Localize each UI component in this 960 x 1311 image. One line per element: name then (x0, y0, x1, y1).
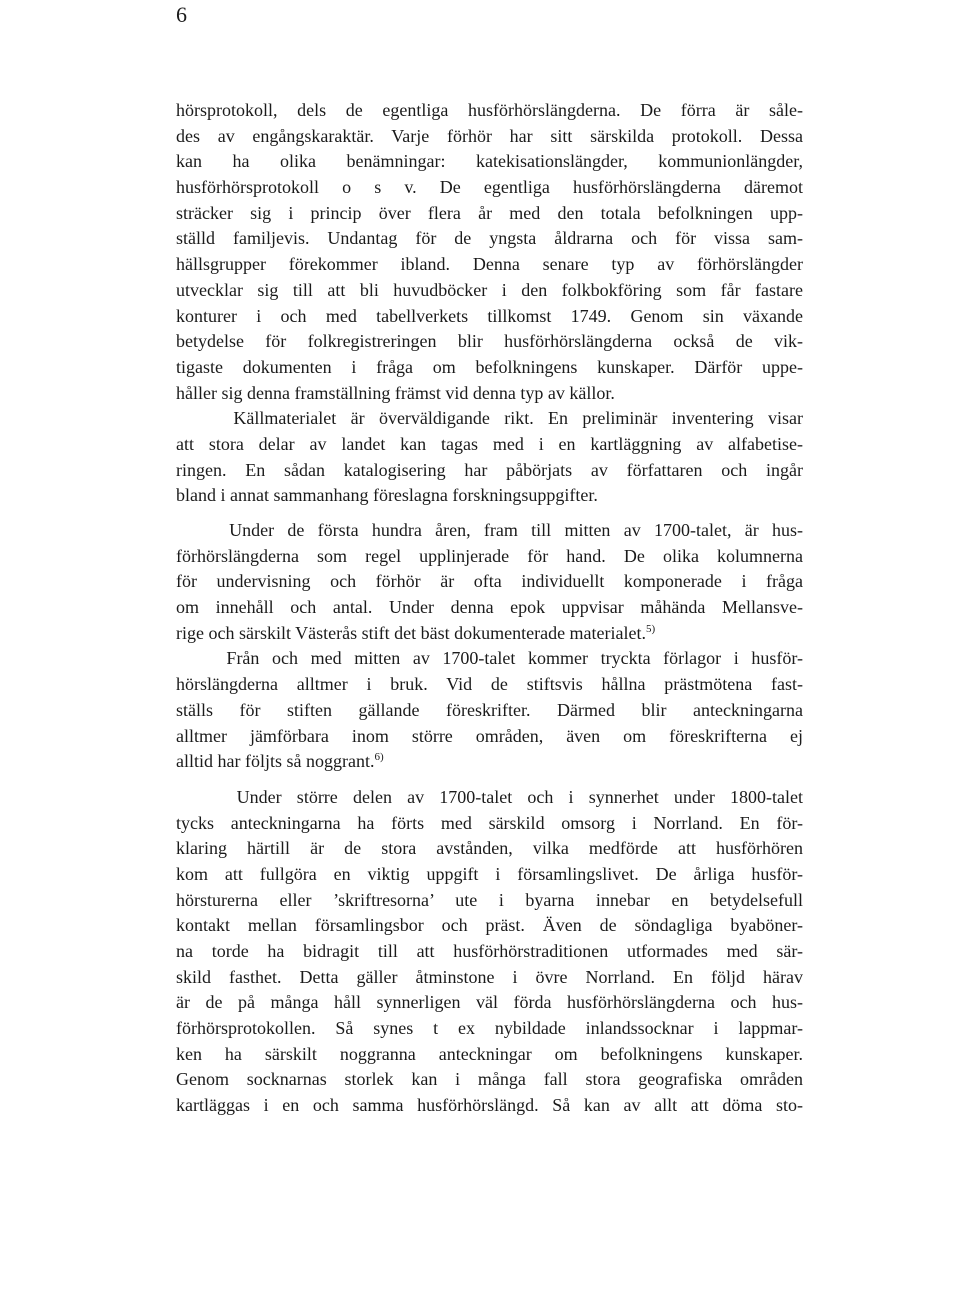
text-line: husförhörsprotokoll o s v. De egentliga husförhörslängderna däremot (176, 177, 803, 198)
text-line: tycks anteckningarna ha förts med särskild omsorg i Norrland. En för- (176, 812, 803, 833)
text-line: betydelse för folkregistreringen blir husförhörslängderna också de vik- (176, 331, 803, 352)
text-line (176, 621, 803, 647)
text-line: ken ha särskilt noggranna anteckningar om befolkningens kunskaper. (176, 1043, 803, 1064)
page-number: 6 (176, 2, 187, 27)
text-line: Från och med mitten av 1700-talet kommer tryckta förlagor i husför- (176, 648, 803, 669)
paragraph-1 (176, 98, 803, 406)
footnote-ref: 5) (646, 622, 656, 635)
text-line: hörslängderna alltmer i bruk. Vid de stiftsvis hållna prästmötena fast- (176, 674, 803, 695)
text-line-content: alltid har följts så noggrant. (176, 751, 375, 772)
text-line: Under de första hundra åren, fram till mitten av 1700-talet, är hus- (176, 520, 803, 540)
text-line: om innehåll och antal. Under denna epok uppvisar måhända Mellansve- (176, 597, 803, 618)
text-line: klaring härtill är de stora avstånden, vilka medförde att husförhören (176, 838, 803, 859)
paragraph-3 (176, 518, 803, 646)
paragraph-2 (176, 406, 803, 509)
text-line: ställd familjevis. Undantag för de yngsta åldrarna och för vissa sam- (176, 228, 803, 249)
paragraph-5 (176, 785, 803, 1119)
text-line: skild fasthet. Detta gäller åtminstone i övre Norrland. En följd härav (176, 966, 803, 987)
text-line: kan ha olika benämningar: katekisationslängder, kommunionlängder, (176, 151, 803, 172)
text-line: hällsgrupper förekommer ibland. Denna senare typ av förhörslängder (176, 254, 803, 275)
text-line: att stora delar av landet kan tagas med i en kartläggning av alfabetise- (176, 433, 803, 454)
text-line: ringen. En sådan katalogisering har påbörjats av författaren och ingår (176, 459, 803, 480)
text-line: alltmer jämförbara inom större områden, även om föreskrifterna ej (176, 725, 803, 746)
text-line: utvecklar sig till att bli huvudböcker i den folkbokföring som får fastare (176, 279, 803, 300)
text-line (176, 749, 803, 775)
text-line: är de på många håll synnerligen väl förda husförhörslängderna och hus- (176, 992, 803, 1013)
paragraph-4 (176, 646, 803, 774)
text-line: na torde ha bidragit till att husförhörstraditionen utformades med sär- (176, 941, 803, 961)
text-line: håller sig denna framställning främst vid denna typ av källor. (176, 382, 615, 403)
text-line: hörsprotokoll, dels de egentliga husförhörslängderna. De förra är såle- (176, 100, 803, 120)
footnote-ref: 6) (374, 751, 384, 764)
text-line: Källmaterialet är överväldigande rikt. En preliminär inventering visar (176, 408, 803, 429)
paragraph-gap (176, 775, 803, 785)
text-line: kartläggas i en och samma husförhörslängd. Så kan av allt att döma sto- (176, 1095, 803, 1116)
text-line: ställs för stiften gällande föreskrifter. Därmed blir anteckningarna (176, 699, 803, 720)
text-line: hörsturerna eller ’skriftresorna’ ute i byarna innebar en betydelsefull (176, 889, 803, 910)
text-line: förhörsprotokollen. Så synes t ex nybildade inlandssocknar i lappmar- (176, 1018, 803, 1039)
text-line-content: rige och särskilt Västerås stift det bäst dokumenterade materialet. (176, 622, 647, 643)
text-line: för undervisning och förhör är ofta individuellt komponerade i fråga (176, 571, 803, 592)
paragraph-gap (176, 509, 803, 518)
text-line: förhörslängderna som regel upplinjerade för hand. De olika kolumnerna (176, 545, 803, 566)
text-line: des av engångskaraktär. Varje förhör har sitt särskilda protokoll. Dessa (176, 125, 803, 146)
text-line: sträcker sig i princip över flera år med den totala befolkningen upp- (176, 202, 803, 223)
text-line: Under större delen av 1700-talet och i synnerhet under 1800-talet (176, 786, 803, 807)
text-line: kom att fullgöra en viktig uppgift i församlingslivet. De årliga husför- (176, 863, 803, 884)
text-line: konturer i och med tabellverkets tillkomst 1749. Genom sin växande (176, 305, 803, 326)
text-line: Genom socknarnas storlek kan i många fall stora geografiska områden (176, 1069, 803, 1090)
text-line: tigaste dokumenten i fråga om befolkningens kunskaper. Därför uppe- (176, 356, 803, 377)
text-line: bland i annat sammanhang föreslagna forskningsuppgifter. (176, 485, 598, 506)
text-line: kontakt mellan församlingsbor och präst. Även de söndagliga byaböner- (176, 915, 803, 936)
body-text (176, 98, 803, 1119)
